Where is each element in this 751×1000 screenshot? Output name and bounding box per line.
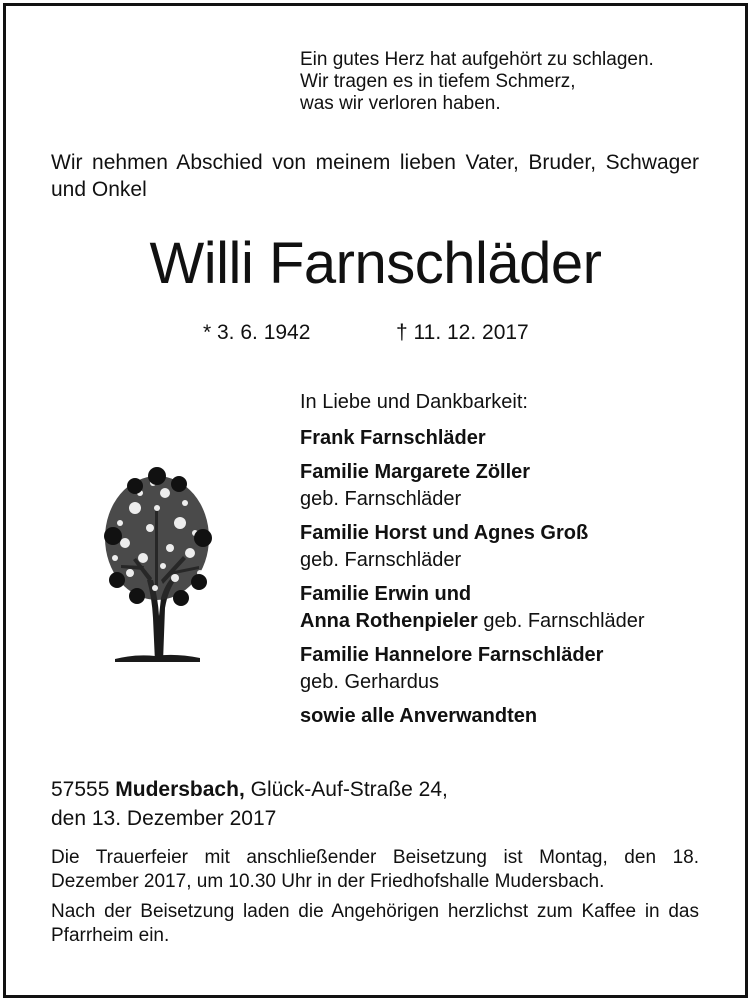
funeral-details: Die Trauerfeier mit anschließender Beisetzung ist Montag, den 18. Dezember 2017, um 10.30 Uhr in der Friedhofshalle Mudersbach. — [51, 847, 699, 892]
mourner-name: Familie Erwin und — [300, 583, 472, 605]
mourners-list — [300, 388, 645, 737]
maiden-name-note: geb. Farnschläder — [300, 488, 462, 510]
address-block — [51, 775, 448, 833]
motto-line: was wir verloren haben. — [300, 93, 501, 114]
death-date: † 11. 12. 2017 — [396, 321, 529, 344]
deceased-name: Willi Farnschläder — [149, 231, 602, 296]
funeral-notice — [51, 846, 699, 954]
mourner-name: Frank Farnschläder — [300, 427, 486, 449]
motto-line: Ein gutes Herz hat aufgehört zu schlagen. — [300, 49, 654, 70]
postal-code: 57555 — [51, 778, 110, 801]
maiden-name-note: geb. Farnschläder — [300, 549, 462, 571]
mourner-entry — [300, 703, 645, 730]
city: Mudersbach, — [115, 778, 245, 801]
motto-line: Wir tragen es in tiefem Schmerz, — [300, 71, 576, 92]
dated-line: den 13. Dezember 2017 — [51, 807, 277, 830]
motto-verse — [300, 49, 654, 115]
mourner-name-continued — [300, 608, 645, 635]
maiden-name-note: geb. Farnschläder — [483, 610, 645, 632]
coffee-invitation: Nach der Beisetzung laden die Angehörigen herzlichst zum Kaffee in das Pfarrheim ein. — [51, 901, 699, 946]
mourner-entry — [300, 459, 645, 513]
closing-line: sowie alle Anverwandten — [300, 705, 538, 727]
mourner-name: Familie Margarete Zöller — [300, 461, 531, 483]
mourner-entry — [300, 581, 645, 635]
mourner-name: Anna Rothenpieler — [300, 610, 478, 632]
mourner-name: Familie Horst und Agnes Groß — [300, 522, 589, 544]
birth-date: * 3. 6. 1942 — [203, 321, 311, 344]
maiden-name-note: geb. Gerhardus — [300, 671, 439, 693]
tree-icon — [95, 448, 225, 662]
address-line — [51, 775, 448, 804]
intro-text: Wir nehmen Abschied von meinem lieben Vater, Bruder, Schwager und Onkel — [51, 151, 699, 201]
mourner-name: Familie Hannelore Farnschläder — [300, 644, 604, 666]
mourner-entry — [300, 520, 645, 574]
mourner-entry — [300, 425, 645, 452]
street: Glück-Auf-Straße 24, — [250, 778, 448, 801]
mourner-entry — [300, 642, 645, 696]
dedication-line: In Liebe und Dankbarkeit: — [300, 391, 528, 413]
